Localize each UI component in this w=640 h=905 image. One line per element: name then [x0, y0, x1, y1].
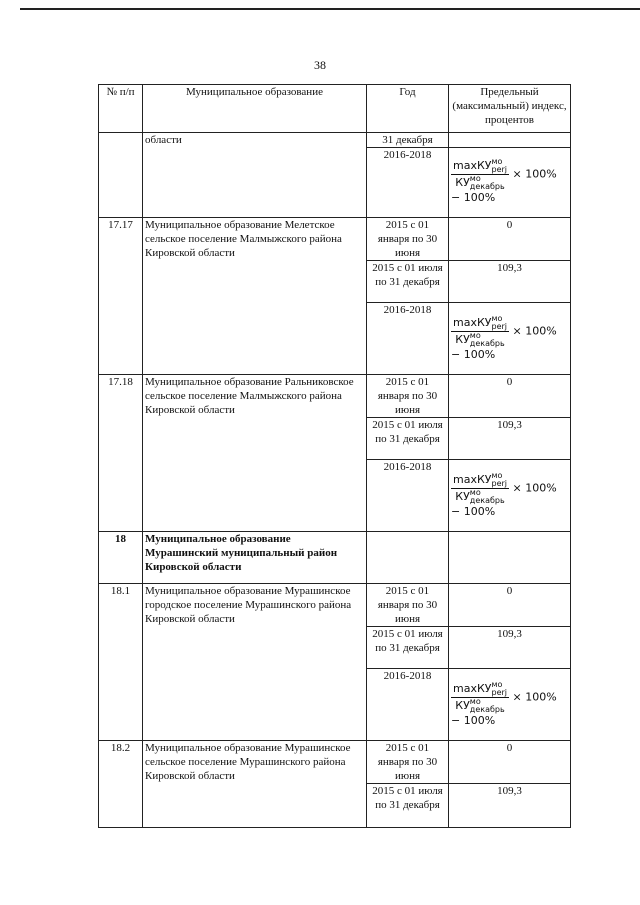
index-value: 0 [449, 741, 571, 784]
municipality-name: области [143, 133, 367, 218]
index-value: 109,3 [449, 784, 571, 828]
table-row [99, 532, 571, 584]
header-num: № п/п [99, 85, 143, 133]
year-cell: 2015 с 01 июля по 31 декабря [367, 418, 449, 460]
year-cell: 2015 с 01 июля по 31 декабря [367, 261, 449, 303]
row-number: 17.17 [99, 218, 143, 375]
year-cell: 2015 с 01 июля по 31 декабря [367, 784, 449, 828]
year-cell: 31 декабря [367, 133, 449, 148]
municipality-name: Муниципальное образование Ральниковское сельское поселение Малмыжского района Кировской области [143, 375, 367, 532]
index-formula: maxКУ мо perj КУ мо декабрь × 100% − 100% [449, 148, 571, 218]
index-value: 109,3 [449, 418, 571, 460]
table-row [99, 375, 571, 418]
header-year: Год [367, 85, 449, 133]
table-row [99, 218, 571, 261]
index-value: 109,3 [449, 261, 571, 303]
table-row [99, 741, 571, 784]
table-row [99, 584, 571, 627]
year-cell: 2016-2018 [367, 669, 449, 741]
municipality-name: Муниципальное образование Мурашинский муниципальный район Кировской области [143, 532, 367, 584]
index-formula: maxКУ мо perj КУ мо декабрь × 100% − 100% [449, 303, 571, 375]
year-cell: 2015 с 01 января по 30 июня [367, 741, 449, 784]
year-cell: 2016-2018 [367, 148, 449, 218]
municipality-name: Муниципальное образование Мурашинское городское поселение Мурашинского района Кировской области [143, 584, 367, 741]
table-row [99, 133, 571, 148]
row-number: 17.18 [99, 375, 143, 532]
row-number: 18 [99, 532, 143, 584]
index-value: 0 [449, 584, 571, 627]
top-border-line [20, 8, 640, 10]
year-cell: 2015 с 01 января по 30 июня [367, 218, 449, 261]
year-cell: 2016-2018 [367, 303, 449, 375]
header-index: Предельный (максимальный) индекс, процентов [449, 85, 571, 133]
index-value: 0 [449, 218, 571, 261]
table-header-row [99, 85, 571, 133]
index-formula: maxКУ мо perj КУ мо декабрь × 100% − 100% [449, 669, 571, 741]
municipality-name: Муниципальное образование Мелетское сельское поселение Малмыжского района Кировской области [143, 218, 367, 375]
index-value: 0 [449, 375, 571, 418]
year-cell: 2016-2018 [367, 460, 449, 532]
municipality-name: Муниципальное образование Мурашинское сельское поселение Мурашинского района Кировской области [143, 741, 367, 828]
index-formula: maxКУ мо perj КУ мо декабрь × 100% − 100% [449, 460, 571, 532]
page-number: 38 [314, 58, 326, 72]
index-value: 109,3 [449, 627, 571, 669]
header-municipality: Муниципальное образование [143, 85, 367, 133]
row-number: 18.2 [99, 741, 143, 828]
year-cell: 2015 с 01 января по 30 июня [367, 375, 449, 418]
row-number: 18.1 [99, 584, 143, 741]
year-cell: 2015 с 01 января по 30 июня [367, 584, 449, 627]
year-cell: 2015 с 01 июля по 31 декабря [367, 627, 449, 669]
tariff-index-table [98, 84, 571, 828]
